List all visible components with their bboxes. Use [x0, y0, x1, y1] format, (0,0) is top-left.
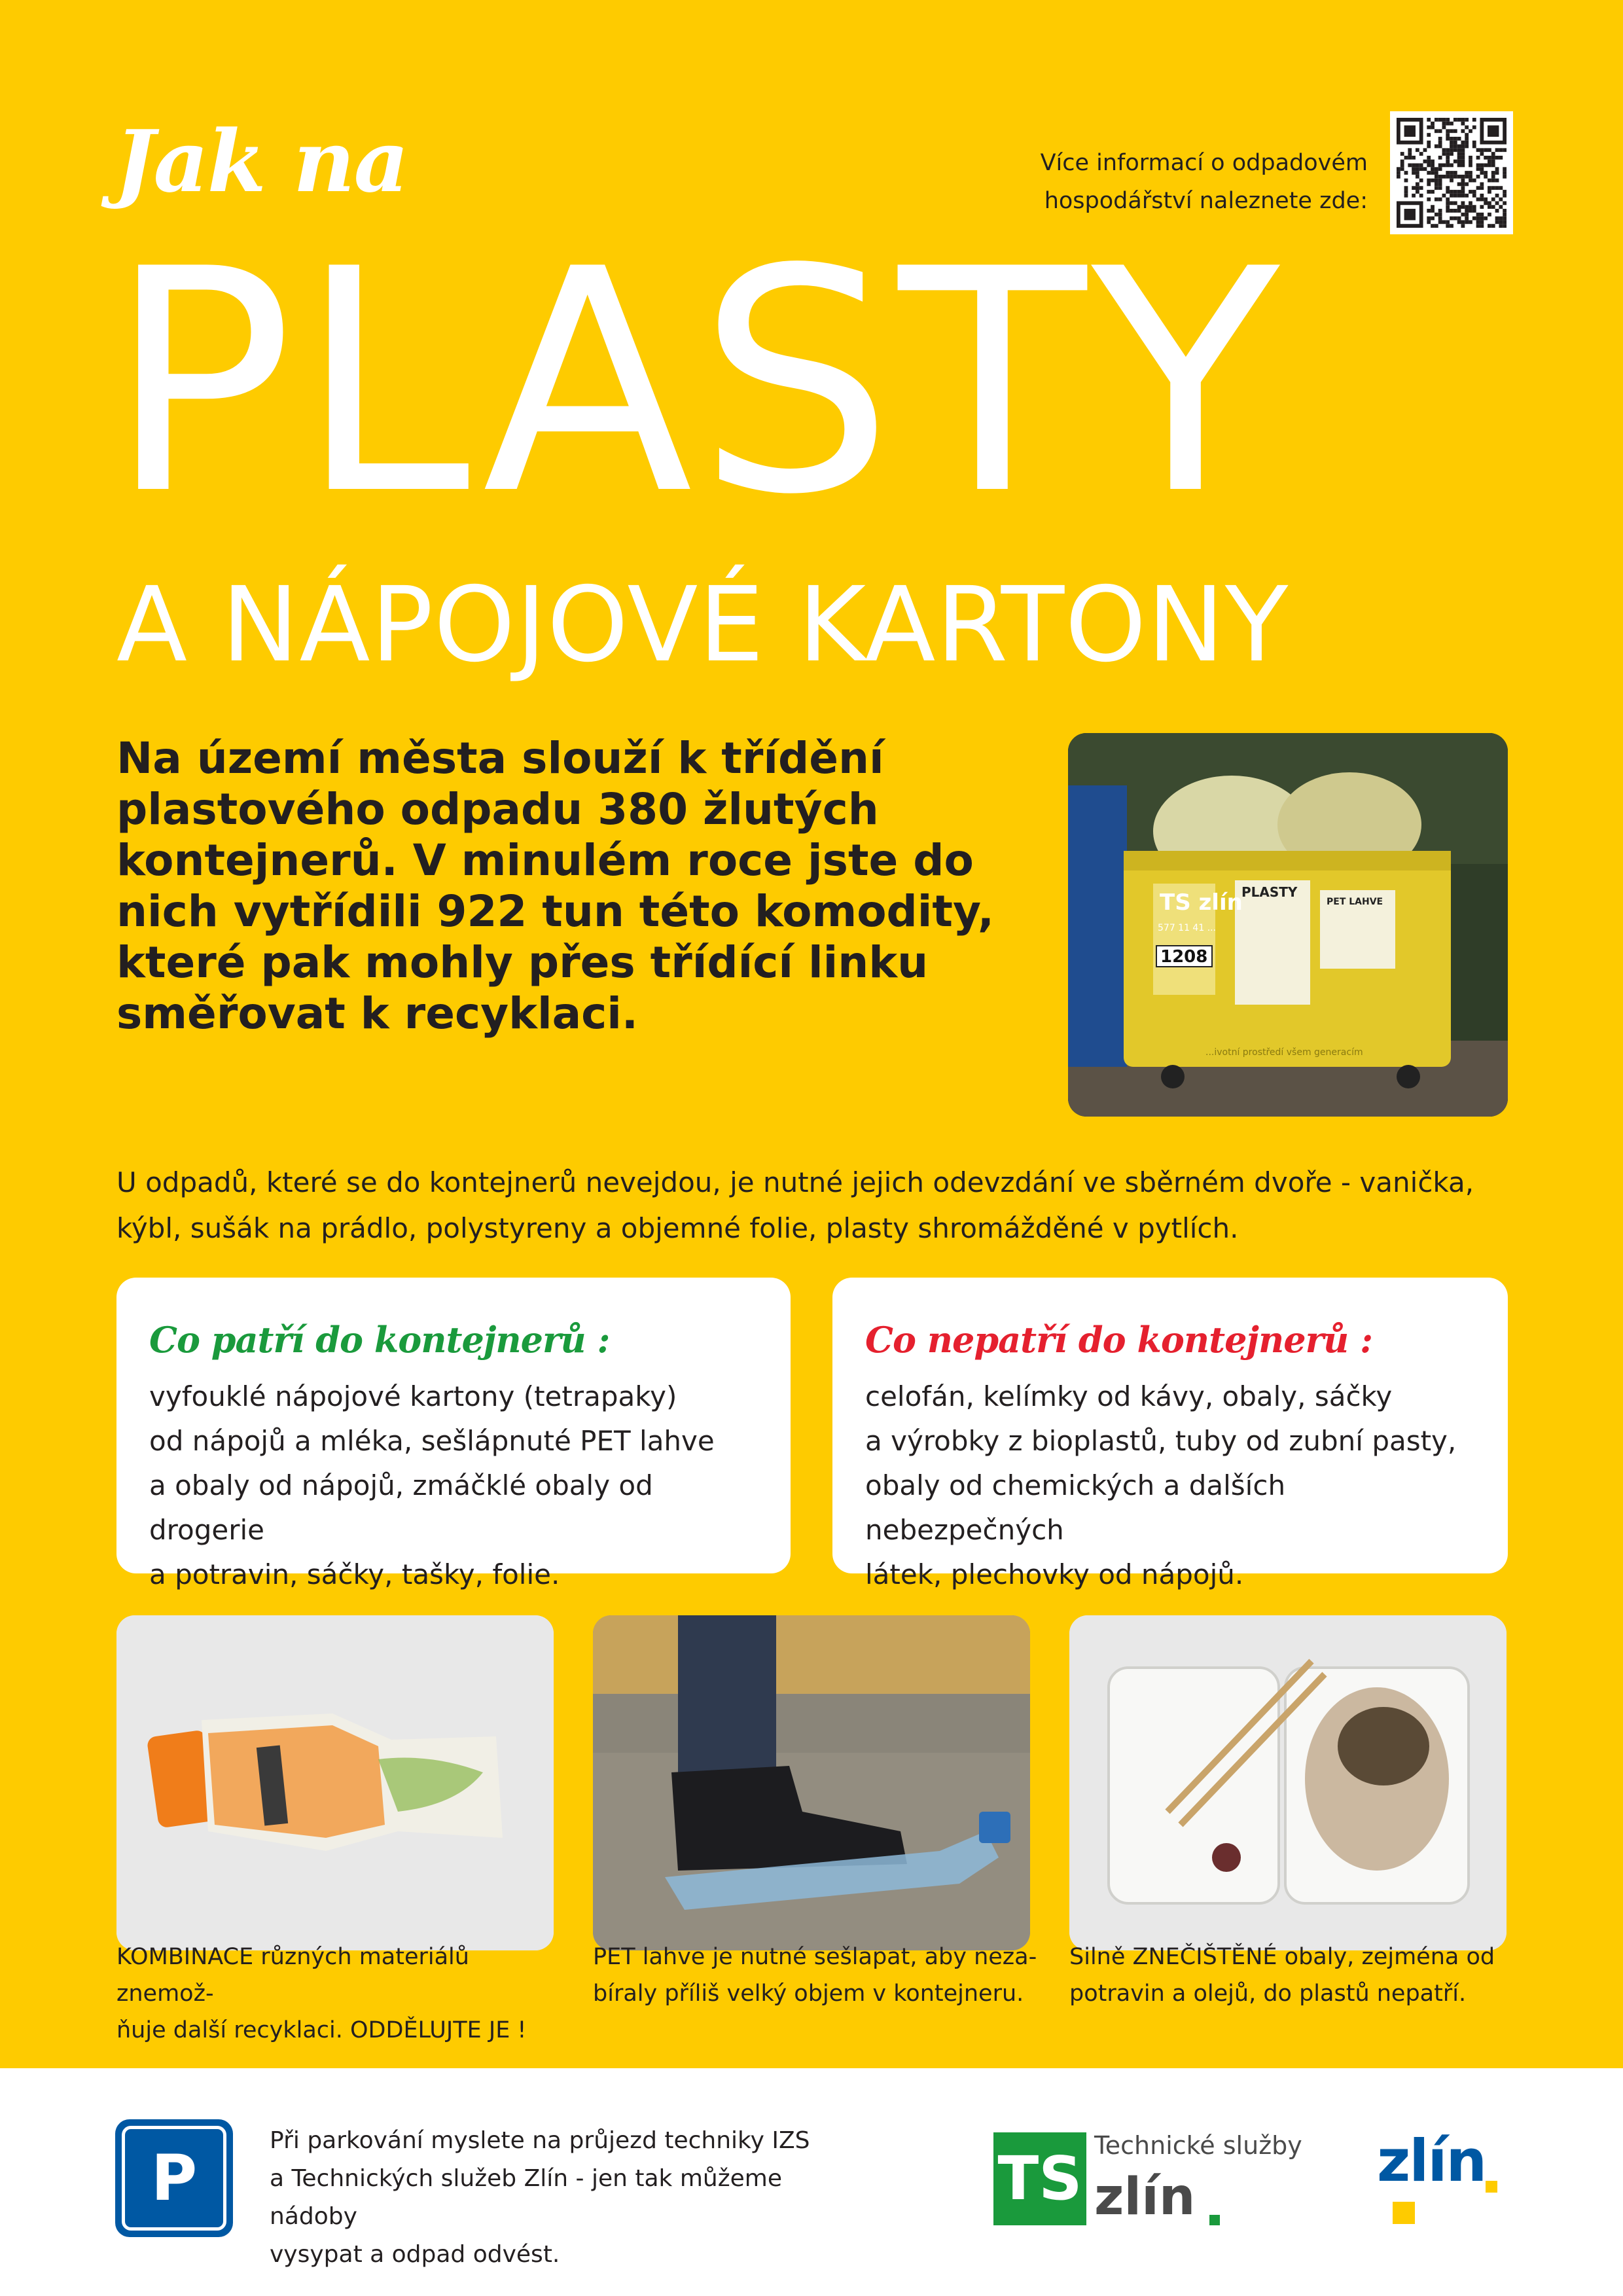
photo-crumpled-bottle — [116, 1615, 554, 1950]
allowed-items-title: Co patří do kontejnerů : — [149, 1319, 610, 1361]
qr-code[interactable] — [1390, 111, 1513, 234]
forbidden-items-text — [865, 1374, 1474, 1597]
bin-slogan: ...ivotní prostředí všem generacím — [1205, 1047, 1363, 1058]
bin-number: 1208 — [1160, 947, 1208, 967]
caption-line: PET lahve je nutné sešlapat, aby neza- — [593, 1944, 1037, 1970]
bin-label-pet: PET LAHVE — [1327, 897, 1383, 907]
parking-notice — [270, 2122, 859, 2274]
photo-yellow-bin — [1068, 733, 1508, 1117]
kicker-text: Jak na — [115, 111, 408, 211]
zlin-logo-square — [1393, 2202, 1415, 2224]
caption-dirty-packaging — [1069, 1939, 1514, 2012]
bin-brand: TS zlín — [1160, 889, 1243, 916]
parking-notice-line: a Technických služeb Zlín - jen tak můžeme nádoby — [270, 2165, 782, 2230]
allowed-items-line: a potravin, sáčky, tašky, folie. — [149, 1558, 560, 1590]
caption-line: KOMBINACE různých materiálů znemož- — [116, 1944, 469, 2007]
lead-paragraph: Na území města slouží k třídění plastového odpadu 380 žlutých kontejnerů. V minulém roce jste do nich vytřídili 922 tun této komodity, které pak mohly přes třídící linku směřovat k recyklaci. — [116, 733, 994, 1039]
bin-label-plasty: PLASTY — [1241, 884, 1298, 900]
allowed-items-line: od nápojů a mléka, sešlápnuté PET lahve — [149, 1425, 715, 1457]
crumpled-bottle-illustration — [116, 1615, 554, 1950]
qr-info-line-1: Více informací o odpadovém — [1040, 150, 1368, 176]
caption-line: bíraly příliš velký objem v kontejneru. — [593, 1981, 1024, 2007]
parking-notice-line: vysypat a odpad odvést. — [270, 2241, 560, 2268]
allowed-items-line: a obaly od nápojů, zmáčklé obaly od drogerie — [149, 1469, 653, 1546]
ts-logo: TS — [993, 2132, 1086, 2225]
subtitle: A NÁPOJOVÉ KARTONY — [116, 565, 1289, 685]
forbidden-items-line: a výrobky z bioplastů, tuby od zubní pasty, — [865, 1425, 1457, 1457]
caption-line: potravin a olejů, do plastů nepatří. — [1069, 1981, 1467, 2007]
main-title: PLASTY — [108, 204, 1285, 562]
parking-symbol: P — [122, 2126, 226, 2231]
allowed-items-text — [149, 1374, 757, 1597]
ts-company-city: zlín — [1094, 2168, 1196, 2227]
qr-code-pattern — [1397, 118, 1507, 228]
ts-company-name: Technické služby — [1094, 2131, 1302, 2160]
caption-line: Silně ZNEČIŠTĚNÉ obaly, zejména od — [1069, 1944, 1495, 1970]
photo-stepping-on-pet-bottle — [593, 1615, 1030, 1950]
forbidden-items-box — [832, 1278, 1508, 1590]
caption-pet-bottles — [593, 1939, 1038, 2012]
food-container-illustration — [1069, 1615, 1507, 1950]
caption-combination — [116, 1939, 562, 2049]
ts-logo-dot — [1209, 2215, 1220, 2225]
zlin-logo-dot — [1486, 2181, 1497, 2193]
photo-dirty-food-container — [1069, 1615, 1507, 1950]
bin-phone: 577 11 41 ... — [1158, 923, 1217, 933]
bin-photo-illustration — [1068, 733, 1508, 1117]
forbidden-items-line: látek, plechovky od nápojů. — [865, 1558, 1244, 1590]
allowed-items-box — [116, 1278, 791, 1590]
parking-sign-icon — [115, 2119, 233, 2237]
stepping-bottle-illustration — [593, 1615, 1030, 1950]
note-paragraph: U odpadů, které se do kontejnerů nevejdou, je nutné jejich odevzdání ve sběrném dvoře - vanička, kýbl, sušák na prádlo, polystyreny a objemné folie, plasty shromážděné v pytlích. — [116, 1166, 1474, 1244]
zlin-city-logo: zlín — [1377, 2127, 1486, 2195]
forbidden-items-title: Co nepatří do kontejnerů : — [865, 1319, 1373, 1361]
forbidden-items-line: celofán, kelímky od kávy, obaly, sáčky — [865, 1380, 1393, 1412]
forbidden-items-line: obaly od chemických a dalších nebezpečných — [865, 1469, 1286, 1546]
caption-line: ňuje další recyklaci. ODDĚLUJTE JE ! — [116, 2017, 527, 2043]
parking-notice-line: Při parkování myslete na průjezd techniky IZS — [270, 2127, 810, 2154]
allowed-items-line: vyfouklé nápojové kartony (tetrapaky) — [149, 1380, 677, 1412]
qr-info-line-2: hospodářství naleznete zde: — [1044, 188, 1368, 214]
